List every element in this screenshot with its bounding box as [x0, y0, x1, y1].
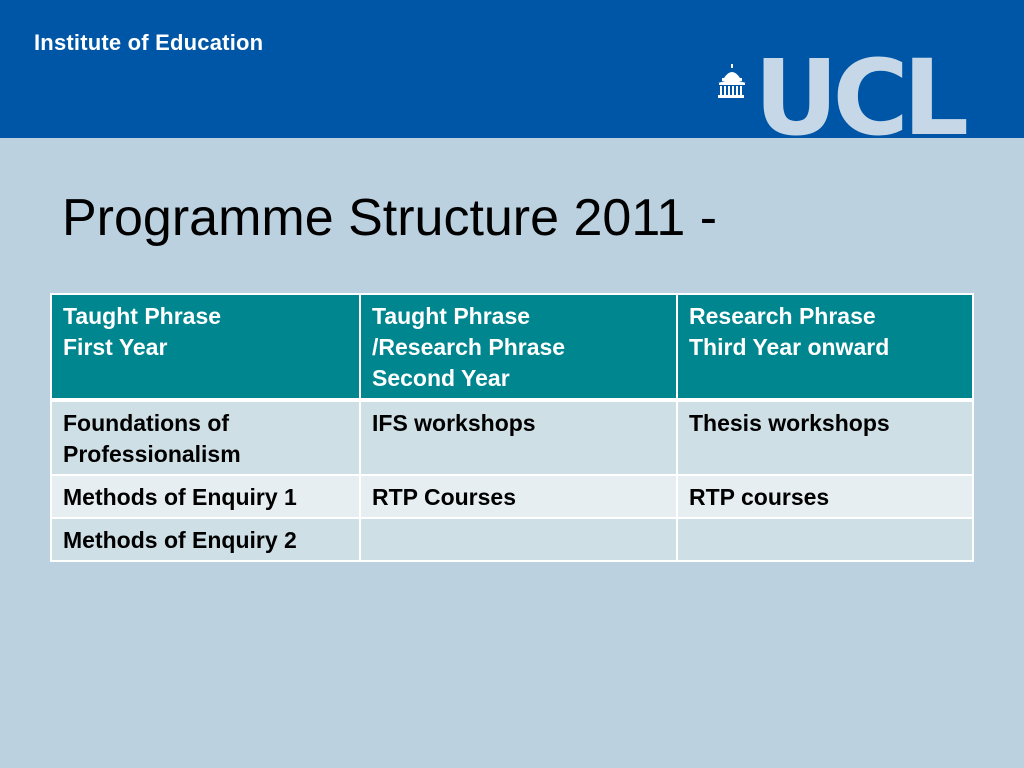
table-cell: Foundations of Professionalism — [51, 400, 360, 475]
slide-title: Programme Structure 2011 - — [62, 189, 718, 247]
table-cell: Methods of Enquiry 2 — [51, 518, 360, 561]
table-row — [51, 518, 973, 561]
ucl-logo — [716, 37, 986, 159]
table-row — [51, 475, 973, 518]
header-line: /Research Phrase — [372, 334, 566, 360]
header-line: Taught Phrase — [63, 303, 222, 329]
header-cell-second-year — [360, 294, 677, 400]
header-line: Third Year onward — [689, 334, 890, 360]
table-cell — [677, 518, 973, 561]
table-cell: Thesis workshops — [677, 400, 973, 475]
table-cell: RTP Courses — [360, 475, 677, 518]
header-line: Research Phrase — [689, 303, 876, 329]
table-row — [51, 400, 973, 475]
organization-name: Institute of Education — [34, 30, 264, 55]
header-bar — [0, 0, 1024, 159]
header-line: Taught Phrase — [372, 303, 531, 329]
table-cell: Methods of Enquiry 1 — [51, 475, 360, 518]
header-line: Second Year — [372, 365, 510, 391]
portico-icon — [716, 64, 752, 104]
table-cell: RTP courses — [677, 475, 973, 518]
table-cell — [360, 518, 677, 561]
header-cell-third-year — [677, 294, 973, 400]
table-header-row — [51, 294, 973, 400]
header-cell-first-year — [51, 294, 360, 400]
logo-text: UCL — [754, 37, 964, 159]
header-line: First Year — [63, 334, 168, 360]
table-cell: IFS workshops — [360, 400, 677, 475]
programme-structure-table — [50, 293, 974, 562]
